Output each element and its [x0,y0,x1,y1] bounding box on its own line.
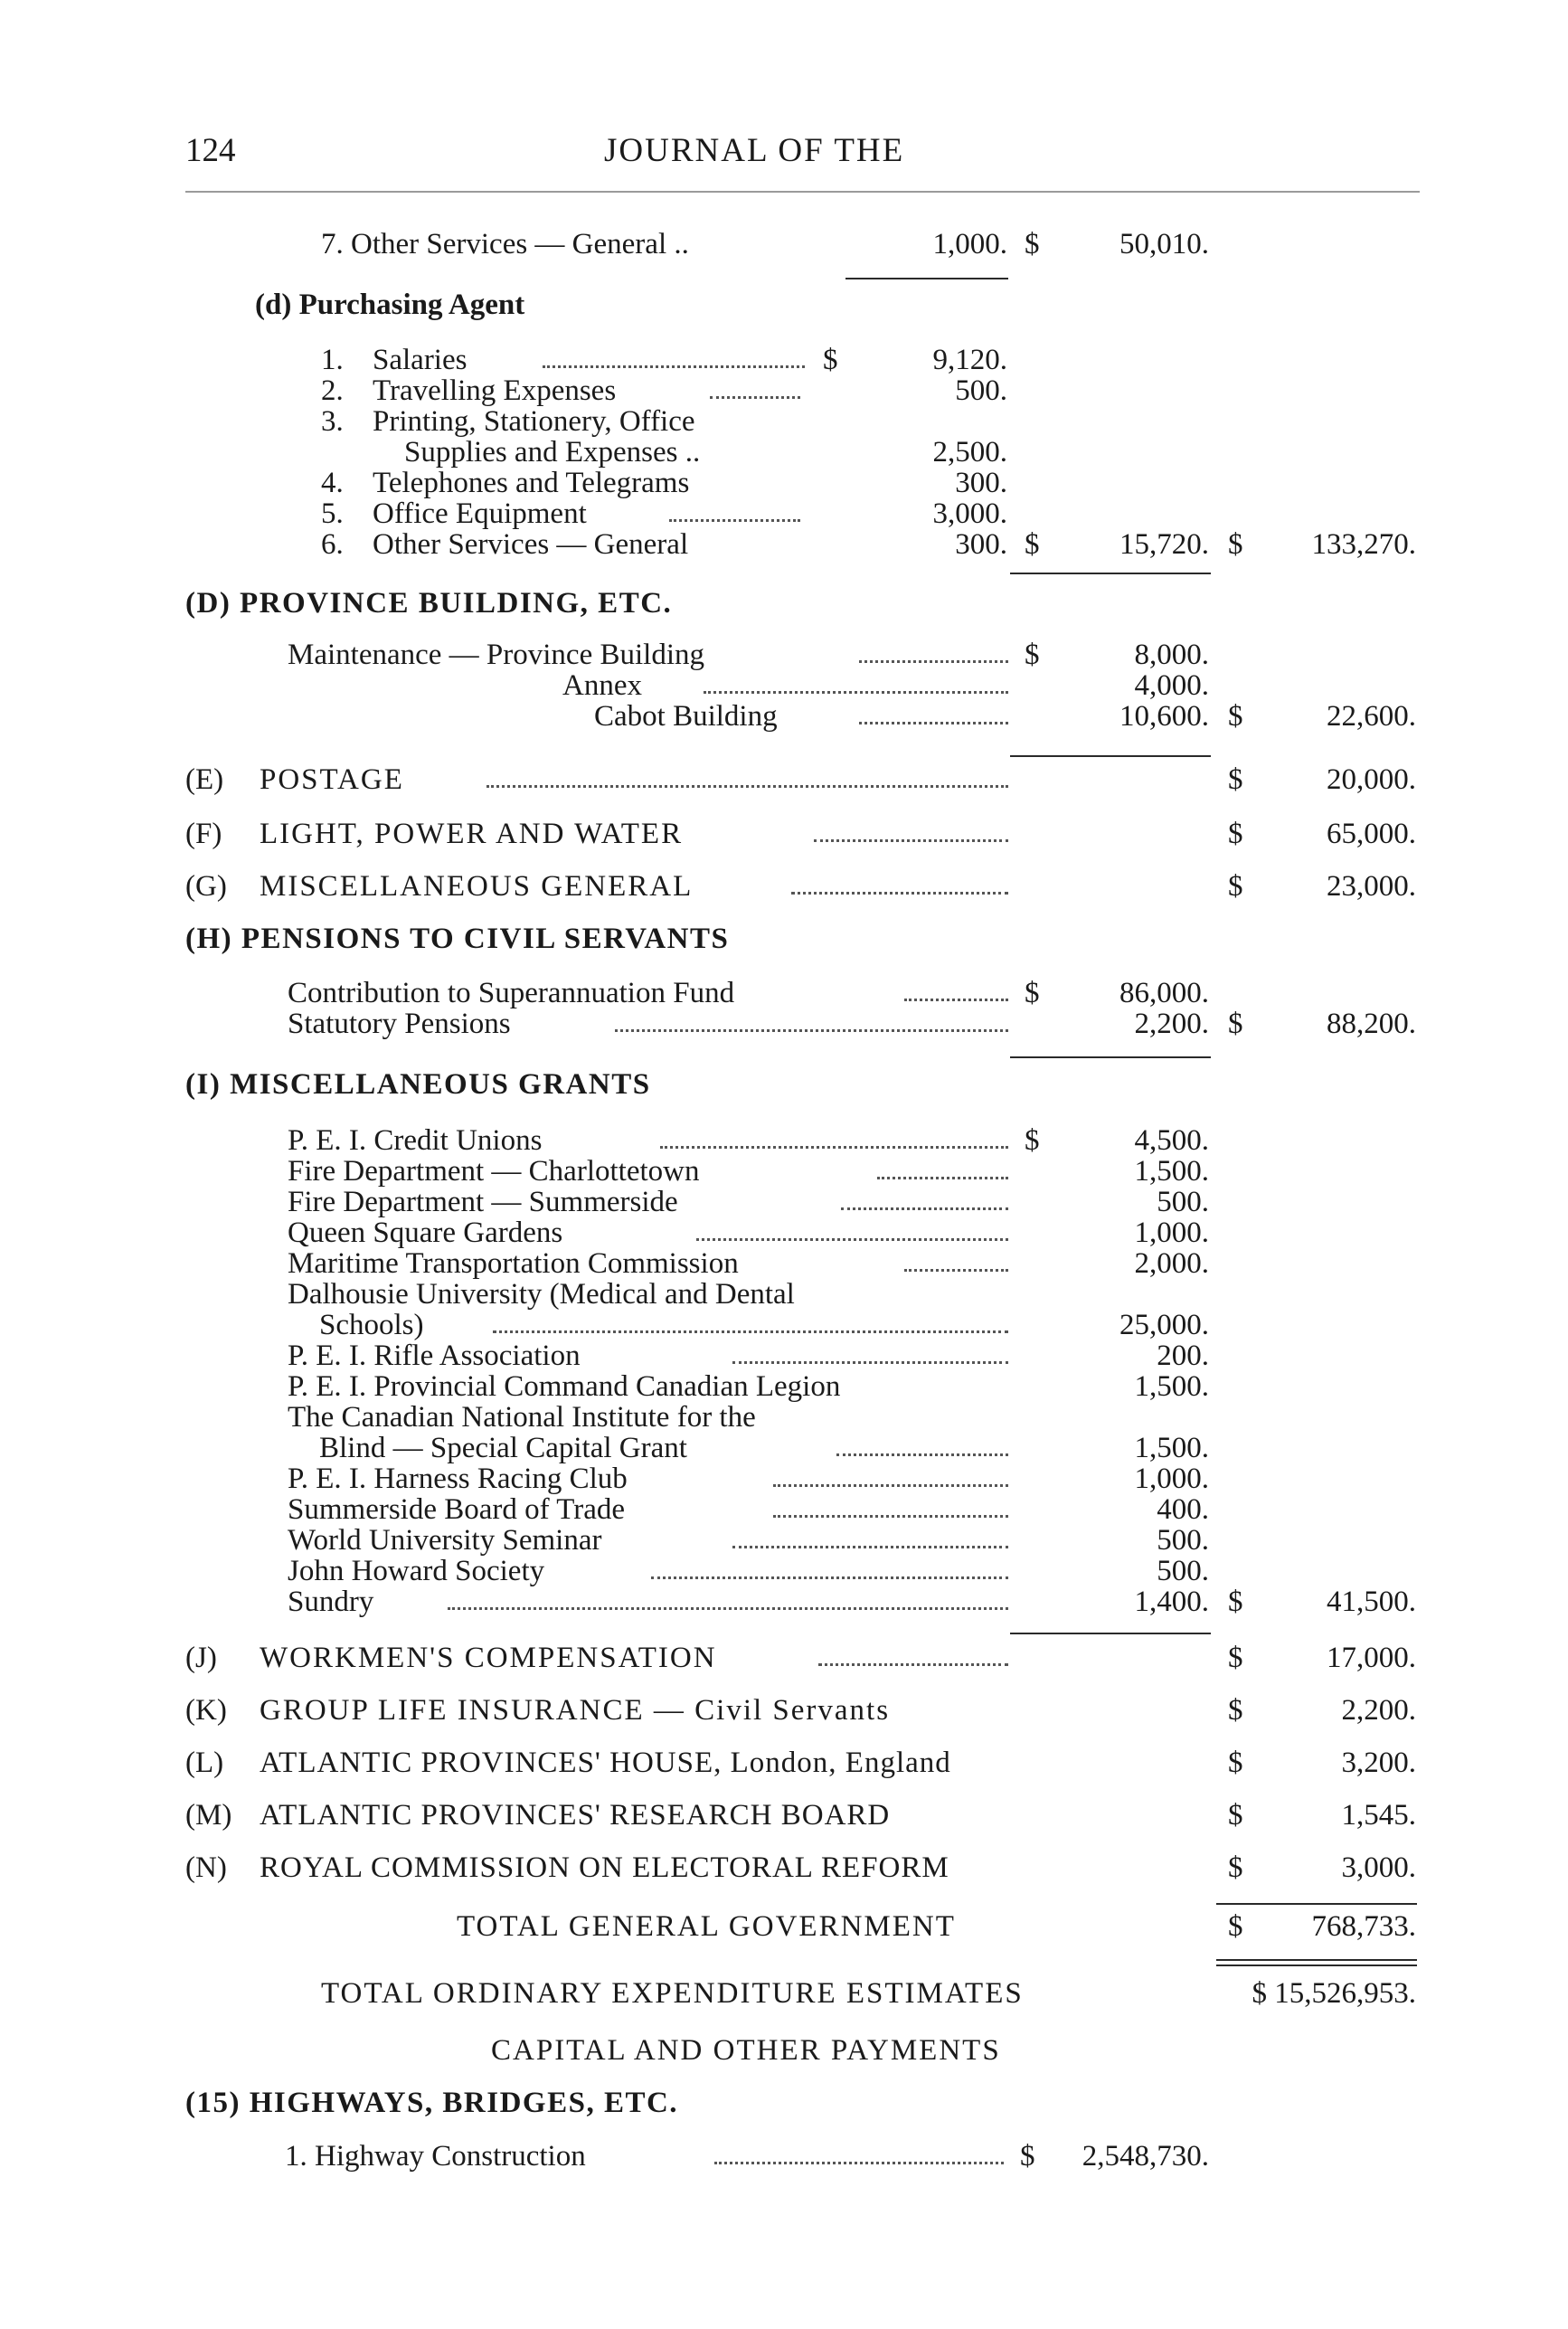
grant-amount: 25,000. [1119,1309,1209,1341]
leader-dots [877,1177,1008,1179]
item-label: GROUP LIFE INSURANCE — Civil Servants [260,1694,891,1727]
purchasing-no: 2. [321,374,344,407]
rule [1216,1903,1417,1905]
grant-amount: 1,000. [1134,1217,1209,1249]
item-amount: 3,000. [1341,1851,1416,1884]
purchasing-text: Office Equipment [373,497,587,530]
double-rule [1216,1965,1417,1966]
grant-text: P. E. I. Rifle Association [288,1340,581,1372]
leader-dots [669,519,800,522]
total-general-label: TOTAL GENERAL GOVERNMENT [457,1910,956,1943]
grant-text: Queen Square Gardens [288,1217,563,1249]
purchasing-heading: (d) Purchasing Agent [255,289,525,321]
item-label: ATLANTIC PROVINCES' HOUSE, London, England [260,1747,951,1779]
leader-dots [448,1607,1008,1610]
capital-dollar: $ [1020,2140,1035,2173]
item-letter: (L) [185,1747,224,1779]
page-number: 124 [185,132,236,169]
leader-dots [791,892,1008,895]
leader-dots [615,1029,1008,1032]
grant-text: P. E. I. Provincial Command Canadian Legion [288,1370,841,1403]
purchasing-dollar: $ [1025,528,1040,561]
province-heading: (D) PROVINCE BUILDING, ETC. [185,587,673,620]
pensions-amount: 86,000. [1119,977,1209,1009]
item-letter: (M) [185,1799,232,1832]
total-general-dollar: $ [1228,1910,1243,1943]
capital-section: (15) HIGHWAYS, BRIDGES, ETC. [185,2087,679,2119]
grant-amount: 400. [1157,1493,1209,1526]
grant-amount: 500. [1157,1524,1209,1557]
leader-dots [651,1576,1008,1579]
double-rule [1216,1959,1417,1961]
item-dollar: $ [1228,1799,1243,1832]
item-amount: 3,200. [1341,1747,1416,1779]
grant-amount: 500. [1157,1186,1209,1218]
pensions-amount: 2,200. [1134,1008,1209,1040]
grant-amount: 2,000. [1134,1247,1209,1280]
grants-heading: (I) MISCELLANEOUS GRANTS [185,1068,651,1101]
grant-text: Dalhousie University (Medical and Dental [288,1278,795,1311]
grant-text-cont: Schools) [319,1309,424,1341]
purchasing-no: 4. [321,467,344,499]
leader-dots [904,1269,1008,1272]
leader-dots [660,1146,1008,1149]
item-dollar: $ [1228,818,1243,850]
purchasing-amount: 300. [955,528,1007,561]
item-dollar: $ [1228,1747,1243,1779]
item-dollar: $ [1228,763,1243,796]
item-dollar: $ [1228,870,1243,903]
purchasing-no: 6. [321,528,344,561]
purchasing-no: 3. [321,405,344,438]
grants-total: 41,500. [1327,1586,1416,1618]
capital-heading: CAPITAL AND OTHER PAYMENTS [491,2034,1001,2067]
item-letter: (J) [185,1642,217,1674]
total-ordinary-label: TOTAL ORDINARY EXPENDITURE ESTIMATES [321,1977,1024,2010]
item-letter: (N) [185,1851,227,1884]
item-amount: 20,000. [1327,763,1416,796]
item-letter: (E) [185,763,224,796]
leader-dots [732,1361,1008,1364]
grant-amount: 4,500. [1134,1124,1209,1157]
item-letter: (F) [185,818,222,850]
province-line-label: Annex [562,669,642,702]
purchasing-text-cont: Supplies and Expenses .. [404,436,701,469]
pensions-dollar: $ [1025,977,1040,1009]
item-label: WORKMEN'S COMPENSATION [260,1642,717,1674]
grant-amount: 1,500. [1134,1155,1209,1188]
total-ordinary-amount: $ 15,526,953. [1252,1977,1416,2010]
purchasing-dollar: $ [823,344,838,376]
item-dollar: $ [1228,1694,1243,1727]
province-amount: 8,000. [1134,639,1209,671]
leader-dots [710,396,800,399]
leader-dots [836,1453,1008,1456]
header-rule [185,191,1420,193]
province-line-label: Cabot Building [594,700,778,733]
leader-dots [841,1207,1008,1210]
running-title: JOURNAL OF THE [604,132,905,169]
item-label: POSTAGE [260,763,404,796]
capital-amount: 2,548,730. [1082,2140,1209,2173]
leader-dots [773,1515,1008,1518]
leader-dots [486,785,1008,788]
item-label: ATLANTIC PROVINCES' RESEARCH BOARD [260,1799,891,1832]
item-dollar: $ [1228,1851,1243,1884]
purchasing-no: 5. [321,497,344,530]
purchasing-text: Travelling Expenses [373,374,617,407]
purchasing-amount: 9,120. [932,344,1007,376]
grant-amount: 1,400. [1134,1586,1209,1618]
item-dollar: $ [1228,1642,1243,1674]
purchasing-amount: 300. [955,467,1007,499]
purchasing-text: Telephones and Telegrams [373,467,690,499]
leader-dots [859,722,1008,724]
leader-dots [732,1546,1008,1548]
grant-text: John Howard Society [288,1555,545,1587]
general-other-amount: 1,000. [932,228,1007,260]
leader-dots [493,1330,1008,1333]
province-amount: 10,600. [1119,700,1209,733]
grant-dollar: $ [1228,1586,1243,1618]
item-label: LIGHT, POWER AND WATER [260,818,684,850]
leader-dots [859,660,1008,663]
purchasing-text: Salaries [373,344,468,376]
general-other-label: 7. Other Services — General .. [321,228,689,260]
item-label: ROYAL COMMISSION ON ELECTORAL REFORM [260,1851,949,1884]
item-amount: 1,545. [1341,1799,1416,1832]
province-amount: 4,000. [1134,669,1209,702]
rule [845,278,1008,279]
grant-dollar: $ [1025,1124,1040,1157]
province-line-label: Maintenance — Province Building [288,639,704,671]
purchasing-no: 1. [321,344,344,376]
purchasing-total: 133,270. [1311,528,1416,561]
item-letter: (G) [185,870,227,903]
leader-dots [904,999,1008,1001]
item-amount: 65,000. [1327,818,1416,850]
grant-text: Summerside Board of Trade [288,1493,626,1526]
grant-amount: 1,500. [1134,1432,1209,1464]
leader-dots [704,691,1008,694]
grant-amount: 500. [1157,1555,1209,1587]
grant-amount: 200. [1157,1340,1209,1372]
item-label: MISCELLANEOUS GENERAL [260,870,694,903]
general-other-dollar: $ [1025,228,1040,260]
item-amount: 2,200. [1341,1694,1416,1727]
leader-dots [696,1238,1008,1241]
grant-text: P. E. I. Credit Unions [288,1124,543,1157]
province-dollar: $ [1228,700,1243,733]
purchasing-dollar: $ [1228,528,1243,561]
leader-dots [818,1663,1008,1666]
total-general-amount: 768,733. [1311,1910,1416,1943]
capital-line-label: 1. Highway Construction [285,2140,586,2173]
general-other-total: 50,010. [1119,228,1209,260]
purchasing-amount: 3,000. [932,497,1007,530]
grant-text: Maritime Transportation Commission [288,1247,739,1280]
grant-text: The Canadian National Institute for the [288,1401,756,1434]
purchasing-amount: 2,500. [932,436,1007,469]
grant-text-cont: Blind — Special Capital Grant [319,1432,687,1464]
pensions-dollar: $ [1228,1008,1243,1040]
leader-dots [543,365,805,368]
grant-amount: 1,500. [1134,1370,1209,1403]
province-dollar: $ [1025,639,1040,671]
pensions-heading: (H) PENSIONS TO CIVIL SERVANTS [185,923,730,955]
purchasing-subtotal: 15,720. [1119,528,1209,561]
leader-dots [814,839,1008,842]
rule [1010,755,1211,757]
leader-dots [714,2162,1004,2164]
item-letter: (K) [185,1694,227,1727]
rule [1010,573,1211,574]
rule [1010,1633,1211,1634]
province-total: 22,600. [1327,700,1416,733]
purchasing-text: Other Services — General [373,528,689,561]
pensions-total: 88,200. [1327,1008,1416,1040]
grant-text: World University Seminar [288,1524,602,1557]
grant-amount: 1,000. [1134,1463,1209,1495]
purchasing-amount: 500. [955,374,1007,407]
grant-text: P. E. I. Harness Racing Club [288,1463,628,1495]
rule [1010,1056,1211,1058]
grant-text: Sundry [288,1586,374,1618]
item-amount: 17,000. [1327,1642,1416,1674]
grant-text: Fire Department — Charlottetown [288,1155,700,1188]
grant-text: Fire Department — Summerside [288,1186,678,1218]
purchasing-text: Printing, Stationery, Office [373,405,695,438]
item-amount: 23,000. [1327,870,1416,903]
leader-dots [773,1484,1008,1487]
pensions-line-label: Statutory Pensions [288,1008,511,1040]
pensions-line-label: Contribution to Superannuation Fund [288,977,735,1009]
